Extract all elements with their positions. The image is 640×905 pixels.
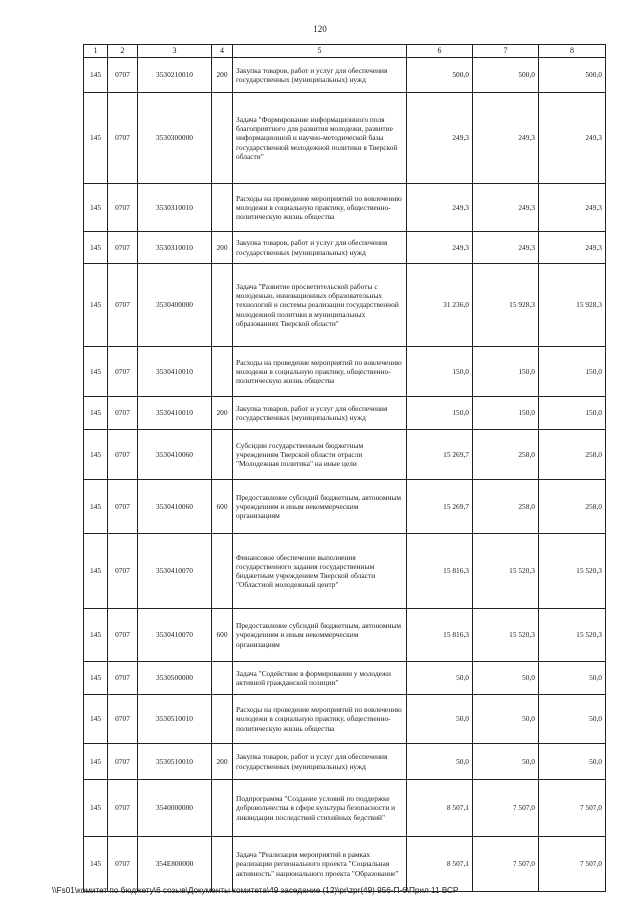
file-path-footer: \\Fs01\комитет по бюджету\6 созыв\Документы комитета\49 заседание (12)\pr\zpr(49) 956-П-6\Прил 11 ВСР (52, 886, 459, 895)
expense-type-cell (212, 695, 233, 744)
amount-cell: 50,0 (473, 744, 539, 780)
table-row (84, 662, 606, 695)
amount-cell: 500,0 (407, 58, 473, 93)
row-code-cell: 145 (84, 264, 108, 347)
expense-type-cell: 600 (212, 480, 233, 534)
target-article-cell: 3530510010 (138, 695, 212, 744)
row-code-cell: 145 (84, 232, 108, 264)
amount-cell: 249,3 (407, 184, 473, 232)
row-code-cell: 145 (84, 662, 108, 695)
description-cell: Подпрограмма "Создание условий по поддержке добровольчества в сфере культуры безопасности и ликвидации последствий стихийных бедствий" (233, 780, 407, 837)
section-code-cell: 0707 (108, 347, 138, 397)
target-article-cell: 3530410010 (138, 347, 212, 397)
amount-cell: 50,0 (407, 662, 473, 695)
table-row (84, 430, 606, 480)
header-cell: 2 (108, 45, 138, 58)
section-code-cell: 0707 (108, 837, 138, 892)
amount-cell: 50,0 (473, 662, 539, 695)
expense-type-cell: 600 (212, 609, 233, 662)
amount-cell: 8 507,1 (407, 837, 473, 892)
amount-cell: 50,0 (407, 695, 473, 744)
target-article-cell: 3530500000 (138, 662, 212, 695)
amount-cell: 249,3 (539, 93, 606, 184)
amount-cell: 249,3 (473, 232, 539, 264)
target-article-cell: 3530410060 (138, 480, 212, 534)
description-cell: Предоставление субсидий бюджетным, автономным учреждениям и иным некоммерческим организациям (233, 609, 407, 662)
amount-cell: 50,0 (539, 662, 606, 695)
description-cell: Расходы на проведение мероприятий по вовлечению молодежи в социальную практику, общественно-политическую жизнь общества (233, 347, 407, 397)
expense-type-cell (212, 347, 233, 397)
amount-cell: 15 928,3 (473, 264, 539, 347)
section-code-cell: 0707 (108, 534, 138, 609)
table-row (84, 347, 606, 397)
amount-cell: 150,0 (473, 397, 539, 430)
amount-cell: 258,0 (473, 480, 539, 534)
amount-cell: 8 507,1 (407, 780, 473, 837)
target-article-cell: 3530310010 (138, 232, 212, 264)
section-code-cell: 0707 (108, 93, 138, 184)
expense-type-cell (212, 430, 233, 480)
amount-cell: 150,0 (539, 347, 606, 397)
table-row (84, 744, 606, 780)
expense-type-cell (212, 780, 233, 837)
description-cell: Задача "Реализация мероприятий в рамках реализации регионального проекта "Социальная активность" национального проекта "Образование" (233, 837, 407, 892)
amount-cell: 150,0 (407, 347, 473, 397)
amount-cell: 7 507,0 (539, 837, 606, 892)
target-article-cell: 3530210010 (138, 58, 212, 93)
row-code-cell: 145 (84, 430, 108, 480)
amount-cell: 15 928,3 (539, 264, 606, 347)
expense-type-cell (212, 662, 233, 695)
section-code-cell: 0707 (108, 232, 138, 264)
amount-cell: 7 507,0 (539, 780, 606, 837)
table-row (84, 58, 606, 93)
row-code-cell: 145 (84, 480, 108, 534)
amount-cell: 50,0 (539, 695, 606, 744)
header-cell: 4 (212, 45, 233, 58)
amount-cell: 249,3 (407, 232, 473, 264)
amount-cell: 15 520,3 (473, 534, 539, 609)
amount-cell: 500,0 (539, 58, 606, 93)
amount-cell: 15 816,3 (407, 534, 473, 609)
table-row (84, 264, 606, 347)
header-row (84, 45, 606, 58)
table-row (84, 609, 606, 662)
description-cell: Финансовое обеспечение выполнения государственного задания государственным бюджетным учреждением Тверской области "Областной молодежный центр" (233, 534, 407, 609)
amount-cell: 15 520,3 (539, 534, 606, 609)
row-code-cell: 145 (84, 695, 108, 744)
description-cell: Расходы на проведение мероприятий по вовлечению молодежи в социальную практику, общественно-политическую жизнь общества (233, 184, 407, 232)
section-code-cell: 0707 (108, 744, 138, 780)
amount-cell: 7 507,0 (473, 780, 539, 837)
table-row (84, 837, 606, 892)
expense-type-cell: 200 (212, 58, 233, 93)
amount-cell: 150,0 (407, 397, 473, 430)
section-code-cell: 0707 (108, 695, 138, 744)
row-code-cell: 145 (84, 609, 108, 662)
table-row (84, 780, 606, 837)
description-cell: Закупка товаров, работ и услуг для обеспечения государственных (муниципальных) нужд (233, 397, 407, 430)
row-code-cell: 145 (84, 184, 108, 232)
section-code-cell: 0707 (108, 430, 138, 480)
description-cell: Задача "Содействие в формировании у молодежи активной гражданской позиции" (233, 662, 407, 695)
amount-cell: 15 816,3 (407, 609, 473, 662)
target-article-cell: 354E800000 (138, 837, 212, 892)
table-row (84, 534, 606, 609)
amount-cell: 500,0 (473, 58, 539, 93)
amount-cell: 50,0 (473, 695, 539, 744)
expense-type-cell (212, 534, 233, 609)
page-number: 120 (313, 24, 327, 34)
description-cell: Субсидии государственным бюджетным учреждениям Тверской области отрасли "Молодежная политика" на иные цели (233, 430, 407, 480)
amount-cell: 150,0 (539, 397, 606, 430)
amount-cell: 249,3 (473, 184, 539, 232)
description-cell: Задача "Формирование информационного поля благоприятного для развития молодежи, развитие информационной и научно-методической базы государственной молодежной политики в Тверской области" (233, 93, 407, 184)
table-row (84, 93, 606, 184)
target-article-cell: 3530410070 (138, 609, 212, 662)
target-article-cell: 3530310010 (138, 184, 212, 232)
header-cell: 7 (473, 45, 539, 58)
target-article-cell: 3540000000 (138, 780, 212, 837)
row-code-cell: 145 (84, 397, 108, 430)
table-row (84, 480, 606, 534)
header-cell: 5 (233, 45, 407, 58)
target-article-cell: 3530510010 (138, 744, 212, 780)
expense-type-cell (212, 184, 233, 232)
amount-cell: 50,0 (407, 744, 473, 780)
amount-cell: 249,3 (407, 93, 473, 184)
section-code-cell: 0707 (108, 662, 138, 695)
table-row (84, 184, 606, 232)
description-cell: Закупка товаров, работ и услуг для обеспечения государственных (муниципальных) нужд (233, 232, 407, 264)
description-cell: Задача "Развитие просветительской работы с молодежью, инновационных образовательных технологий и системы реализации государственной молодежной политики в муниципальных образованиях Тверской области" (233, 264, 407, 347)
expense-type-cell (212, 93, 233, 184)
amount-cell: 31 236,0 (407, 264, 473, 347)
amount-cell: 249,3 (539, 184, 606, 232)
target-article-cell: 3530300000 (138, 93, 212, 184)
amount-cell: 150,0 (473, 347, 539, 397)
amount-cell: 15 520,3 (473, 609, 539, 662)
expense-type-cell (212, 264, 233, 347)
row-code-cell: 145 (84, 534, 108, 609)
amount-cell: 15 520,3 (539, 609, 606, 662)
amount-cell: 258,0 (473, 430, 539, 480)
expense-type-cell (212, 837, 233, 892)
header-cell: 3 (138, 45, 212, 58)
row-code-cell: 145 (84, 93, 108, 184)
section-code-cell: 0707 (108, 480, 138, 534)
amount-cell: 249,3 (539, 232, 606, 264)
amount-cell: 258,0 (539, 430, 606, 480)
amount-cell: 50,0 (539, 744, 606, 780)
section-code-cell: 0707 (108, 264, 138, 347)
section-code-cell: 0707 (108, 780, 138, 837)
amount-cell: 7 507,0 (473, 837, 539, 892)
amount-cell: 249,3 (473, 93, 539, 184)
header-cell: 6 (407, 45, 473, 58)
row-code-cell: 145 (84, 837, 108, 892)
target-article-cell: 3530410060 (138, 430, 212, 480)
amount-cell: 258,0 (539, 480, 606, 534)
budget-table (83, 44, 606, 892)
row-code-cell: 145 (84, 744, 108, 780)
section-code-cell: 0707 (108, 397, 138, 430)
description-cell: Закупка товаров, работ и услуг для обеспечения государственных (муниципальных) нужд (233, 58, 407, 93)
description-cell: Закупка товаров, работ и услуг для обеспечения государственных (муниципальных) нужд (233, 744, 407, 780)
target-article-cell: 3530400000 (138, 264, 212, 347)
row-code-cell: 145 (84, 347, 108, 397)
description-cell: Расходы на проведение мероприятий по вовлечению молодежи в социальную практику, общественно-политическую жизнь общества (233, 695, 407, 744)
table-row (84, 695, 606, 744)
row-code-cell: 145 (84, 58, 108, 93)
amount-cell: 15 269,7 (407, 430, 473, 480)
section-code-cell: 0707 (108, 184, 138, 232)
amount-cell: 15 269,7 (407, 480, 473, 534)
table-row (84, 397, 606, 430)
description-cell: Предоставление субсидий бюджетным, автономным учреждениям и иным некоммерческим организациям (233, 480, 407, 534)
section-code-cell: 0707 (108, 609, 138, 662)
target-article-cell: 3530410010 (138, 397, 212, 430)
header-cell: 1 (84, 45, 108, 58)
expense-type-cell: 200 (212, 744, 233, 780)
expense-type-cell: 200 (212, 397, 233, 430)
section-code-cell: 0707 (108, 58, 138, 93)
table-row (84, 232, 606, 264)
expense-type-cell: 200 (212, 232, 233, 264)
row-code-cell: 145 (84, 780, 108, 837)
header-cell: 8 (539, 45, 606, 58)
target-article-cell: 3530410070 (138, 534, 212, 609)
